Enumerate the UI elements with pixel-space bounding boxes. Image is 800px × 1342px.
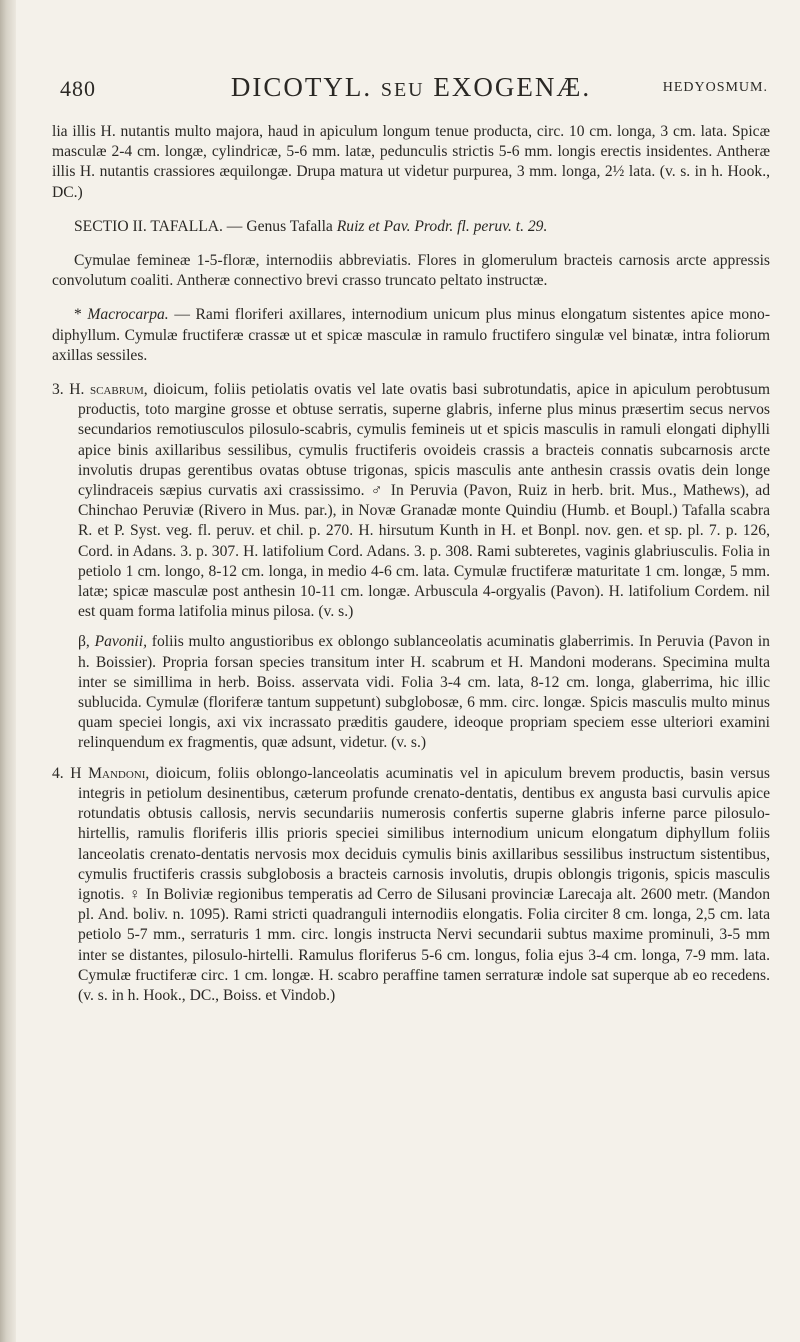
title-seu: SEU — [380, 79, 425, 101]
title-dicotyl: DICOTYL. — [230, 72, 373, 102]
species-entry-mandoni — [52, 764, 770, 1006]
species-number: 3. H. — [52, 381, 85, 399]
group-macrocarpa — [52, 305, 770, 366]
section-genus: Genus Tafalla — [246, 217, 333, 235]
section-label: SECTIO II. TAFALLA. — — [74, 217, 243, 235]
book-binding-edge — [0, 0, 16, 1342]
paragraph-continuation: lia illis H. nutantis multo majora, haud in apiculum longum tenue producta, circ. 10 cm. longa, 3 cm. lata. Spicæ masculæ 2-4 cm. longæ, cylindricæ, 5-6 mm. latæ, pedunculis strictis 5-6 mm. longis erectis insidentes. Antheræ illis H. nutantis crassiores æquilongæ. Drupa matura ut videtur purpurea, 3 mm. longa, 2½ lata. (v. s. in h. Hook., DC.) — [52, 123, 770, 201]
species-name: scabrum, — [89, 381, 148, 399]
variety-label: β, — [78, 633, 90, 651]
section-description: Cymulae femineæ 1-5-floræ, internodiis abbreviatis. Flores in glomerulum bracteis carnosis arcte appressis convolutum coaliti. Antheræ connectivo brevi crasso truncato peltato instructæ. — [52, 252, 770, 290]
variety-text: foliis multo angustioribus ex oblongo sublanceolatis acuminatis glaberrimis. In Peruvia (Pavon in h. Boissier). Propria forsan species transitum inter H. scabrum et H. Mandoni moderans. Specimina multa inter se simillima in herb. Boiss. asservata vidi. Folia 3-4 cm. lata, 8-12 cm. longa, glaberrima, hic illic sublucida. Cymulæ (floriferæ tantum suppetunt) subglobosæ, 6 mm. circ. longæ. Spicis masculis multo minus quam speciei longis, axi vix incrassato præditis gaudere, ideoque propriam speciem esse ulteriori examini relinquendum ex fragmentis, quæ adsunt, videtur. (v. s.) — [78, 633, 770, 752]
page-header — [52, 72, 770, 112]
species-name: Mandoni, — [88, 764, 150, 782]
section-reference: Ruiz et Pav. Prodr. fl. peruv. t. 29. — [336, 217, 548, 235]
species-text: dioicum, foliis petiolatis ovatis vel late ovatis basi subrotundatis, apice in apiculum perobtusum productis, toto margine grosse et obtuse serratis, superne glabris, inferne plus minus præsertim secus nervos secundarios remotiusculos pilosulo-scabris, cymulis femineis ut et spicis masculis in ramuli elongati diphylli apice binis axillaribus sessilibus, cymulis fructiferis ovoideis crassis a bracteis connatis subcarnosis arcte involutis drupas gerentibus ovatas obtuse trigonas, spicis masculis ante anthesin crassis ovatis dein longe cylindraceis sæpius curvatis axi crassissimo. ♂ In Peruvia (Pavon, Ruiz in herb. brit. Mus., Mathews), ad Chinchao Peruviæ (Rivero in Mus. par.), in Novæ Granadæ monte Quindiu (Humb. et Boupl.) Tafalla scabra R. et P. Syst. veg. fl. peruv. et chil. p. 270. H. hirsutum Kunth in H. et Bonpl. nov. gen. et sp. pl. 7. p. 126, Cord. in Adans. 3. p. 307. H. latifolium Cord. Adans. 3. p. 308. Rami subteretes, vaginis glabriusculis. Folia in petiolo 1 cm. longo, 8-12 cm. longa, in medio 4-6 cm. lata. Cymulæ fructiferæ maturitate 1 cm. longæ, 5 mm. latæ; spicæ masculæ post anthesin 10-11 cm. longæ. Arbuscula 4-orgyalis (Pavon). H. latifolium Cordem. nil est quam forma latifolia minus pilosa. (v. s.) — [78, 381, 770, 621]
group-name: Macrocarpa. — [87, 306, 169, 324]
running-head-genus: HEDYOSMUM. — [662, 80, 768, 95]
species-number: 4. H — [52, 764, 82, 782]
variety-entry-pavonii — [52, 632, 770, 753]
species-entry-scabrum — [52, 380, 770, 622]
species-text: dioicum, foliis oblongo-lanceolatis acuminatis vel in apiculum brevem productis, basin versus integris in petiolum desinentibus, cæterum profunde crenato-dentatis, dentibus ex angusta basi curvulis apice rotundatis obtusis callosis, nervis secundariis numerosis confertis superne glabris inferne parce pilosulo-hirtellis, ramulis floriferis illis prioris speciei similibus internodium unicum elongatum diphyllum foliis lanceolatis crenato-dentatis nervosis mox deciduis cymulis binis axillaribus sessilibus instructum sistentibus, cymulis fructiferis crassis subglobosis a bracteis carnosis involutis, drupis oblongis trigonis, spicis masculis ignotis. ♀ In Boliviæ regionibus temperatis ad Cerro de Silusani provinciæ Larecaja alt. 2600 metr. (Mandon pl. And. boliv. n. 1095). Rami stricti quadranguli internodiis elongatis. Folia circiter 8 cm. longa, 2,5 cm. lata petiolo 5-7 mm., serraturis 1 mm. circ. longis instructa Nervi secundarii subtus maxime prominuli, 3-5 mm inter se distantes, pilosulo-hirtelli. Ramulus floriferus 5-6 cm. longus, folia ejus 3-4 cm. longa, 7-9 mm. lata. Cymulæ fructiferæ circ. 1 cm. longæ. H. scabro peraffine tamen serraturæ indole sat superque ab eo recedens. (v. s. in h. Hook., DC., Boiss. et Vindob.) — [78, 764, 770, 1004]
title-exogenae: EXOGENÆ. — [433, 72, 592, 102]
group-star: * — [74, 306, 82, 324]
variety-name: Pavonii, — [94, 633, 147, 651]
page-number: 480 — [60, 76, 96, 101]
book-page — [52, 72, 770, 1006]
group-text: — Rami floriferi axillares, internodium unicum plus minus elongatum sistentes apice mono-diphyllum. Cymulæ fructiferæ crassæ ut et spicæ masculæ in ramulo fructifero singulæ vel binatæ, intra foliorum axillas sessiles. — [52, 306, 771, 364]
section-heading — [52, 217, 770, 237]
